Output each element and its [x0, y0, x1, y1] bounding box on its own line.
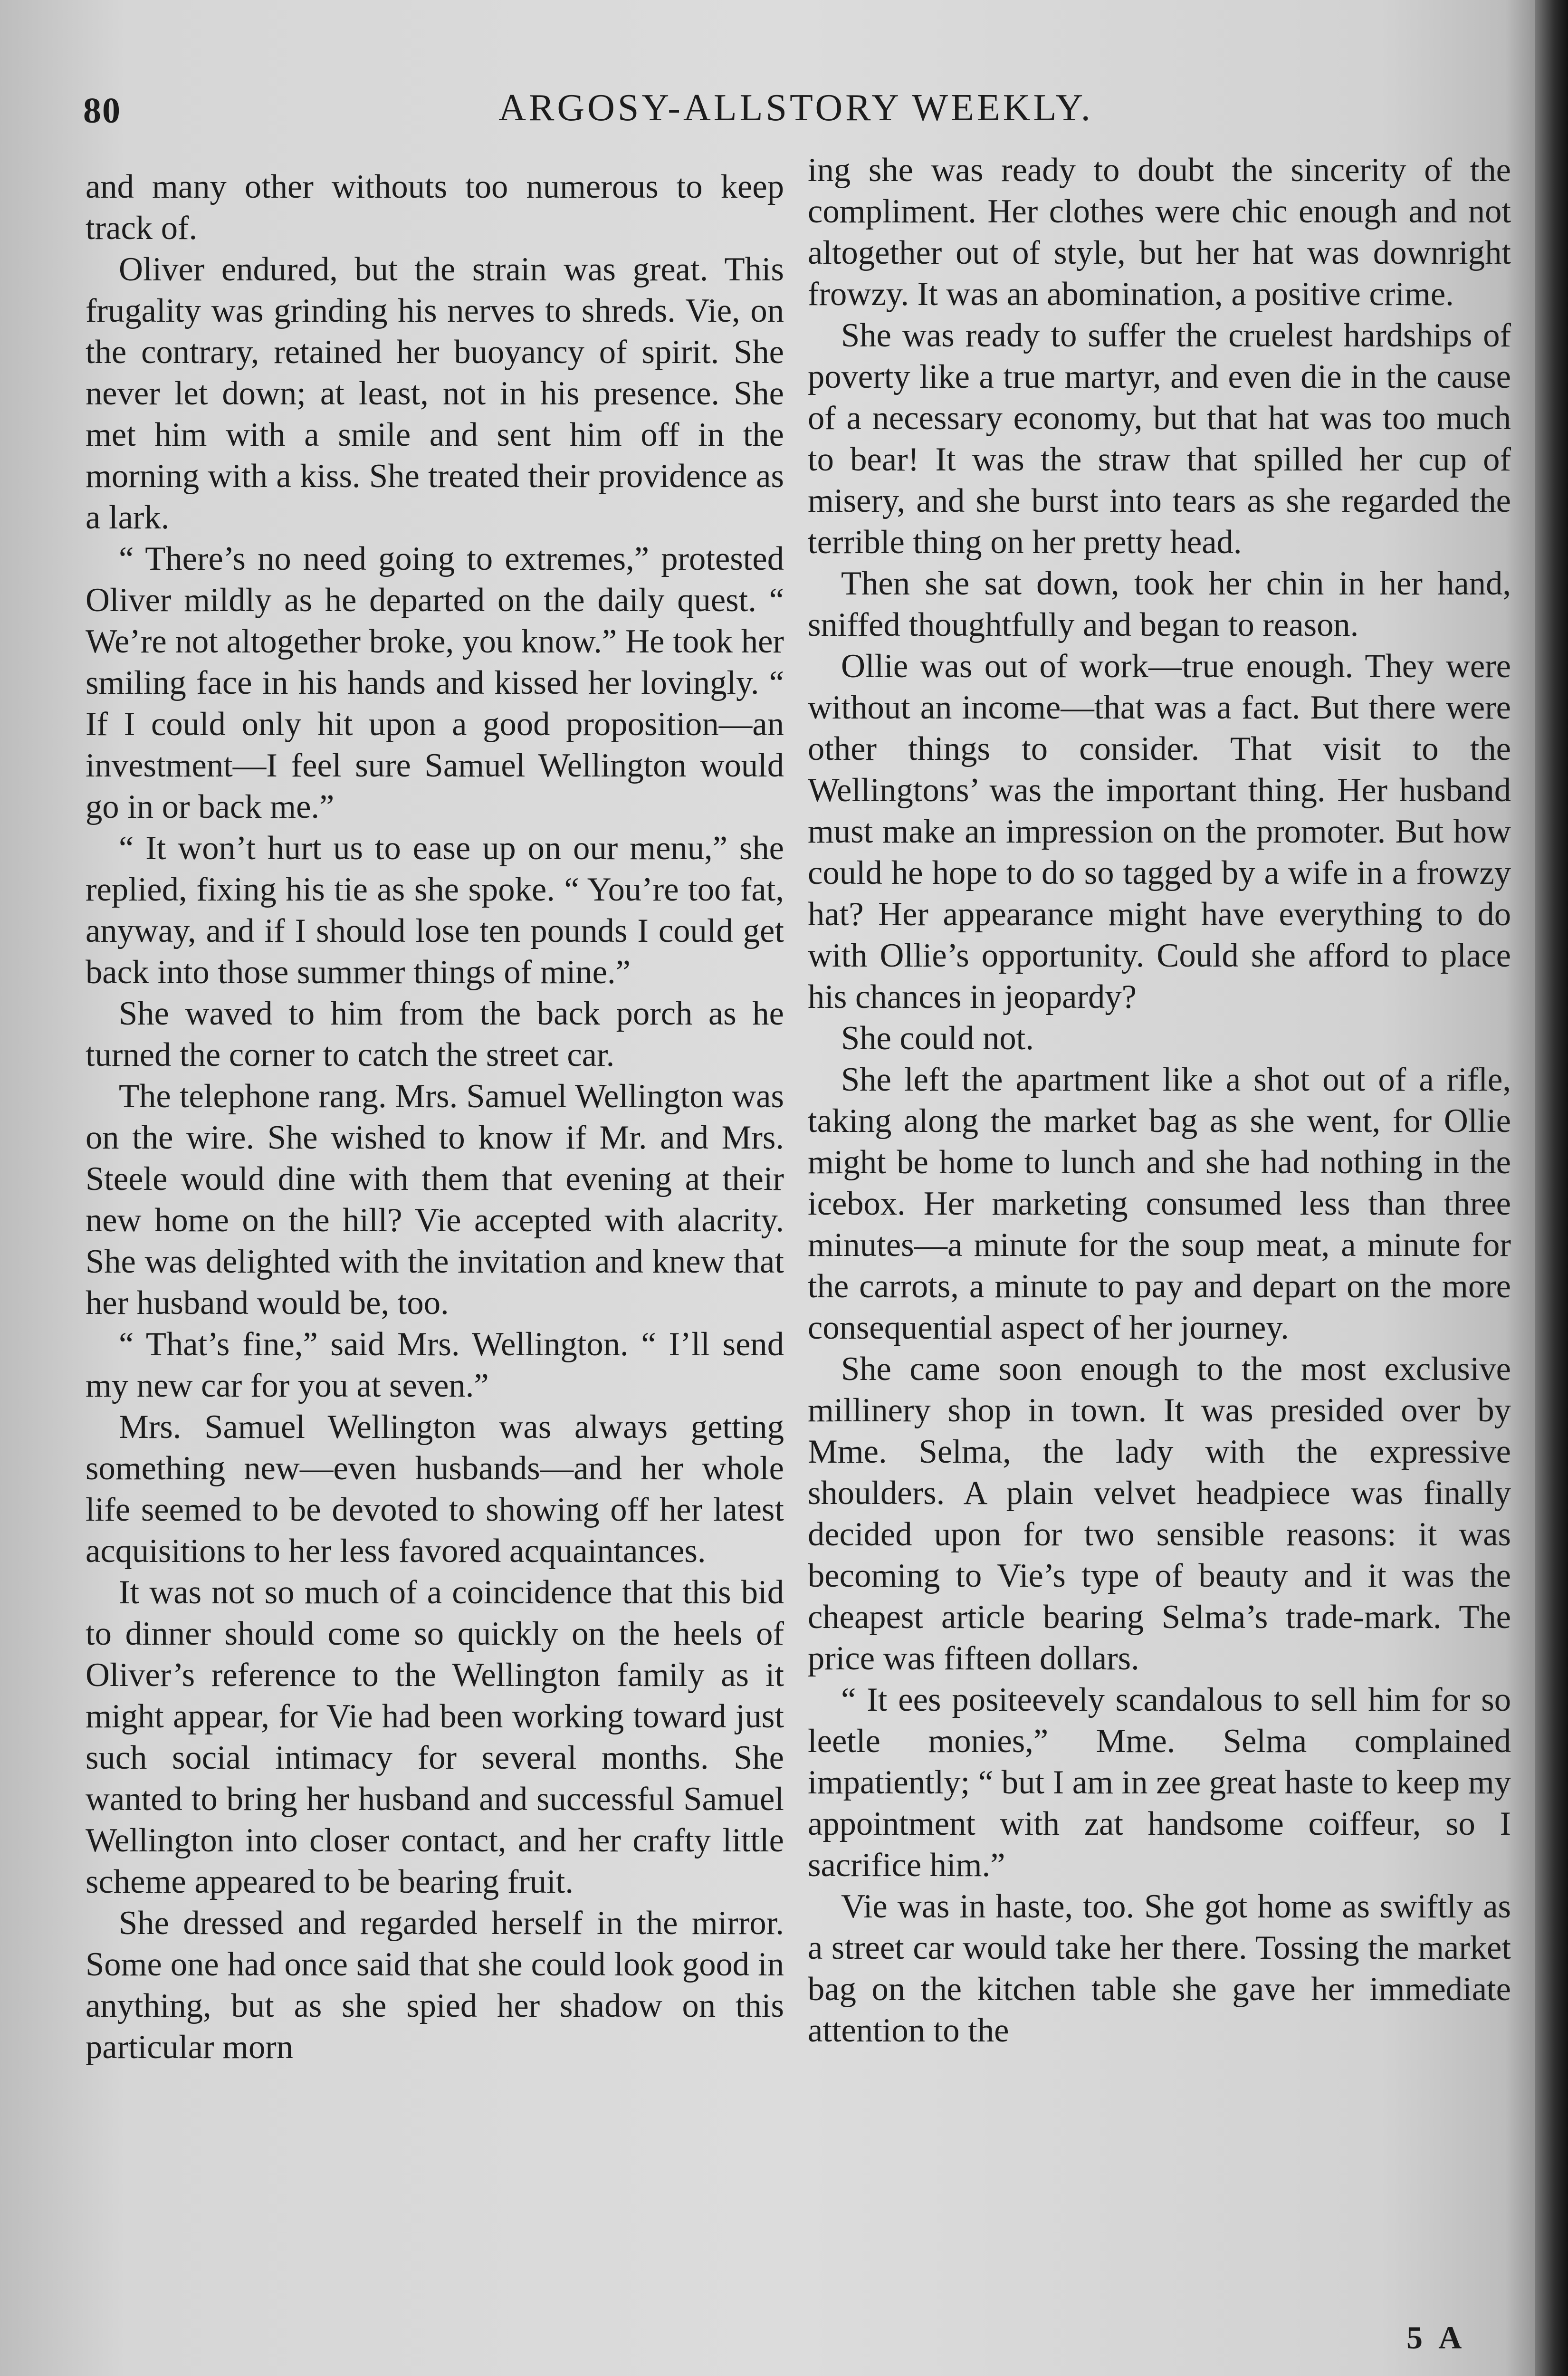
running-title: ARGOSY-ALLSTORY WEEKLY.: [498, 87, 1093, 129]
paragraph: ing she was ready to doubt the sincerity of the compliment. Her clothes were chic enough and not altogether out of style, but her hat was downright frowzy. It was an abomination, a positive crime.: [808, 152, 1511, 313]
page-header: [83, 81, 1509, 133]
paragraph: “ That’s fine,” said Mrs. Wellington. “ I’ll send my new car for you at seven.”: [86, 1326, 784, 1404]
paragraph: and many other withouts too numerous to keep track of.: [86, 168, 784, 247]
paragraph: “ There’s no need going to extremes,” protested Oliver mildly as he departed on the daily quest. “ We’re not altogether broke, you know.” He took her smiling face in his hands and kissed her lovingly. “ If I could only hit upon a good proposition—an investment—I feel sure Samuel Wellington would go in or back me.”: [86, 540, 784, 825]
paragraph: She could not.: [841, 1020, 1034, 1057]
page-binding-edge: [1535, 0, 1568, 2376]
page-number: 80: [83, 91, 121, 131]
paragraph: She left the apartment like a shot out of a rifle, taking along the market bag as she went, for Ollie might be home to lunch and she had nothing in the icebox. Her marketing consumed less than three minutes—a minute for the soup meat, a minute for the carrots, a minute to pay and depart on the more consequential aspect of her journey.: [808, 1061, 1511, 1346]
paragraph: Mrs. Samuel Wellington was always getting something new—even husbands—and her whole life seemed to be devoted to showing off her latest acquisitions to her less favored acquaintances.: [86, 1408, 784, 1570]
paragraph: She dressed and regarded herself in the mirror. Some one had once said that she could look good in anything, but as she spied her shadow on this particular morn: [86, 1905, 784, 2066]
paragraph: Ollie was out of work—true enough. They were without an income—that was a fact. But there were other things to consider. That visit to the Wellingtons’ was the important thing. Her husband must make an impression on the promoter. But how could he hope to do so tagged by a wife in a frowzy hat? Her appearance might have everything to do with Ollie’s opportunity. Could she afford to place his chances in jeopardy?: [808, 648, 1511, 1016]
paragraph: “ It ees positeevely scandalous to sell him for so leetle monies,” Mme. Selma complained impatiently; “ but I am in zee great haste to keep my appointment with zat handsome coiffeur, so I sacrifice him.”: [808, 1681, 1511, 1884]
paragraph: Vie was in haste, too. She got home as swiftly as a street car would take her there. Tossing the market bag on the kitchen table she gave her immediate attention to the: [808, 1888, 1511, 2049]
paragraph: It was not so much of a coincidence that this bid to dinner should come so quickly on the heels of Oliver’s reference to the Wellington family as it might appear, for Vie had been working toward just such social intimacy for several months. She wanted to bring her husband and successful Samuel Wellington into closer contact, and her crafty little scheme appeared to be bearing fruit.: [86, 1574, 784, 1900]
right-column: [808, 150, 1511, 2051]
paragraph: She came soon enough to the most exclusive millinery shop in town. It was presided over by Mme. Selma, the lady with the expressive shoulders. A plain velvet headpiece was finally decided upon for two sensible reasons: it was becoming to Vie’s type of beauty and it was the cheapest article bearing Selma’s trade-mark. The price was fifteen dollars.: [808, 1351, 1511, 1677]
paragraph: She was ready to suffer the cruelest hardships of poverty like a true martyr, and even die in the cause of a necessary economy, but that hat was too much to bear! It was the straw that spilled her cup of misery, and she burst into tears as she regarded the terrible thing on her pretty head.: [808, 317, 1511, 561]
left-column: [86, 166, 784, 2068]
paragraph: She waved to him from the back porch as he turned the corner to catch the street car.: [86, 995, 784, 1073]
paragraph: Then she sat down, took her chin in her hand, sniffed thoughtfully and began to reason.: [808, 565, 1511, 643]
paragraph: The telephone rang. Mrs. Samuel Wellington was on the wire. She wished to know if Mr. and Mrs. Steele would dine with them that evening at their new home on the hill? Vie accepted with alacrity. She was delighted with the invitation and knew that her husband would be, too.: [86, 1078, 784, 1322]
paragraph: “ It won’t hurt us to ease up on our menu,” she replied, fixing his tie as she spoke. “ You’re too fat, anyway, and if I should lose ten pounds I could get back into those summer things of mine.”: [86, 830, 784, 991]
paragraph: Oliver endured, but the strain was great. This frugality was grinding his nerves to shreds. Vie, on the contrary, retained her buoyancy of spirit. She never let down; at least, not in his presence. She met him with a smile and sent him off in the morning with a kiss. She treated their providence as a lark.: [86, 251, 784, 536]
signature-mark: 5 A: [1406, 2319, 1467, 2356]
